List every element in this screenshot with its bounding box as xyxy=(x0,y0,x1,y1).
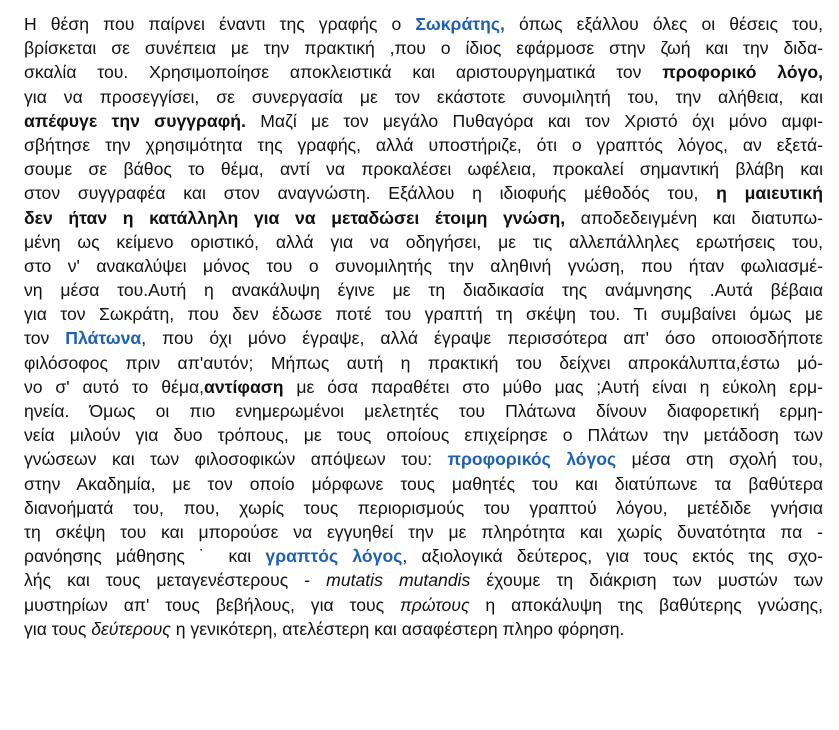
text-run: στην Ακαδημία, με τον οποίο μόρφωνε τους μαθητές του και διατύπωνε τα βαθύτερα xyxy=(24,473,823,494)
text-line xyxy=(24,351,823,375)
text-line xyxy=(24,520,823,544)
text-run: , που όχι μόνο έγραψε, αλλά έγραψε περισσότερα απ' όσο οποιοσδήποτε xyxy=(141,328,823,349)
text-line xyxy=(24,109,823,133)
bold-text: δεν ήταν η κατάλληλη για να μεταδώσει έτοιμη γνώση, xyxy=(24,207,566,228)
text-line xyxy=(24,544,823,568)
text-run: μένη ως κείμενο οριστικό, αλλά για να οδηγήσει, με τις αλλεπάλληλες ερωτήσεις του, xyxy=(24,231,823,252)
text-run: σκαλία του. Χρησιμοποίησε αποκλειστικά και αριστουργηματικά τον xyxy=(24,62,663,83)
text-line xyxy=(24,157,823,181)
text-line xyxy=(24,85,823,109)
highlighted-term: προφορικός λόγος xyxy=(447,449,617,470)
text-line xyxy=(24,181,823,205)
bold-text: αντίφαση xyxy=(204,376,284,397)
bold-text: η μαιευτική xyxy=(716,183,823,204)
text-run: μυστηρίων απ' τους βεβήλους, για τους xyxy=(24,594,401,615)
text-run: η αποκάλυψη της βαθύτερης γνώσης, xyxy=(469,594,823,615)
text-run: βρίσκεται σε συνέπεια με την πρακτική ,που ο ίδιος εφάρμοσε στην ζωή και την διδα- xyxy=(24,38,823,59)
text-line xyxy=(24,375,823,399)
text-line xyxy=(24,302,823,326)
text-run: , αξιολογικά δεύτερος, για τους εκτός της σχο- xyxy=(402,546,823,567)
text-run: Η θέση που παίρνει έναντι της γραφής ο xyxy=(24,14,416,34)
text-line xyxy=(24,423,823,447)
text-line-last xyxy=(24,617,823,641)
text-run: μέσα στη σχολή του, xyxy=(616,449,823,470)
text-line xyxy=(24,12,823,36)
text-line xyxy=(24,36,823,60)
text-run: ρανόησης μάθησης ˙ και xyxy=(24,546,266,567)
text-line xyxy=(24,496,823,520)
text-run: λής και τους μεταγενέστερους - xyxy=(24,570,327,591)
text-line xyxy=(24,399,823,423)
text-run: γνώσεων και των φιλοσοφικών απόψεων του: xyxy=(24,449,448,470)
text-run: τη σκέψη του και μπορούσε να εγγυηθεί την με πληρότητα και χωρίς δυνατότητα πα - xyxy=(24,521,823,542)
text-line xyxy=(24,472,823,496)
text-line xyxy=(24,278,823,302)
text-run: διανοήματά του, που, χωρίς τους περιορισμούς του γραπτού λόγου, μετέδιδε γνήσια xyxy=(24,497,823,518)
text-run: αποδεδειγμένη και διατυπω- xyxy=(565,207,823,228)
text-run: φιλόσοφος πριν απ'αυτόν; Μήπως αυτή η πρακτική του δείχνει απροκάλυπτα,έστω μό- xyxy=(24,352,823,373)
text-line xyxy=(24,206,823,230)
text-run: νο σ' αυτό το θέμα, xyxy=(24,376,205,397)
text-line xyxy=(24,593,823,617)
italic-text: δεύτερους xyxy=(91,618,171,639)
text-run: στον συγγραφέα και στον αναγνώστη. Εξάλλου η ιδιοφυής μέθοδός του, xyxy=(24,183,717,204)
highlighted-term: γραπτός λόγος xyxy=(265,546,403,567)
text-line xyxy=(24,60,823,84)
text-line xyxy=(24,447,823,471)
text-run: για τους xyxy=(24,618,92,639)
italic-text: mutatis mutandis xyxy=(326,570,471,591)
highlighted-term: Πλάτωνα xyxy=(65,328,142,349)
text-run: έχουμε τη διάκριση των μυστών των xyxy=(470,570,823,591)
text-run: στο ν' ανακαλύψει μόνος του ο συνομιλητής την αληθινή γνώση, που ήταν φωλιασμέ- xyxy=(24,255,823,276)
text-line xyxy=(24,326,823,350)
text-line xyxy=(24,568,823,592)
text-run: νη μέσα του.Αυτή η ανακάλυψη έγινε με τη διαδικασία της ανάμνησης .Αυτά βέβαια xyxy=(24,280,823,301)
text-run: για τον Σωκράτη, που δεν έδωσε ποτέ του γραπτή τη σκέψη του. Τι συμβαίνει όμως με xyxy=(24,304,823,325)
text-run: νεία μιλούν για δυο τρόπους, με τους οποίους επιχείρησε ο Πλάτων την μετάδοση των xyxy=(24,425,823,446)
text-line xyxy=(24,133,823,157)
text-run: σουμε σε βάθος το θέμα, αντί να προκαλέσει ωφέλεια, προκαλεί σημαντική βλάβη και xyxy=(24,159,823,180)
text-run: η γενικότερη, ατελέστερη και ασαφέστερη πληρο φόρηση. xyxy=(170,618,625,639)
text-run: όπως εξάλλου όλες οι θέσεις του, xyxy=(504,14,823,34)
text-run: σβήτησε την χρησιμότητα της γραφής, αλλά υποστήριζε, ότι ο γραπτός λόγος, αν εξετά- xyxy=(24,134,823,155)
text-run: για να προσεγγίσει, σε συνεργασία με τον εκάστοτε συνομιλητή του, την αλήθεια, και xyxy=(24,86,823,107)
text-line xyxy=(24,254,823,278)
bold-text: απέφυγε την συγγραφή. xyxy=(24,110,246,131)
italic-text: πρώτους xyxy=(400,594,470,615)
bold-text: προφορικό λόγο, xyxy=(662,62,823,83)
text-line xyxy=(24,230,823,254)
text-run: τον xyxy=(24,328,66,349)
highlighted-term: Σωκράτης, xyxy=(415,14,505,34)
text-run: με όσα παραθέτει στο μύθο μας ;Αυτή είναι η εύκολη ερμ- xyxy=(283,376,823,397)
text-run: Μαζί με τον μεγάλο Πυθαγόρα και τον Χριστό όχι μόνο αμφι- xyxy=(245,110,823,131)
text-run: ηνεία. Όμως οι πιο ενημερωμένοι μελετητές του Πλάτωνα δίνουν διαφορετική ερμη- xyxy=(24,401,823,421)
